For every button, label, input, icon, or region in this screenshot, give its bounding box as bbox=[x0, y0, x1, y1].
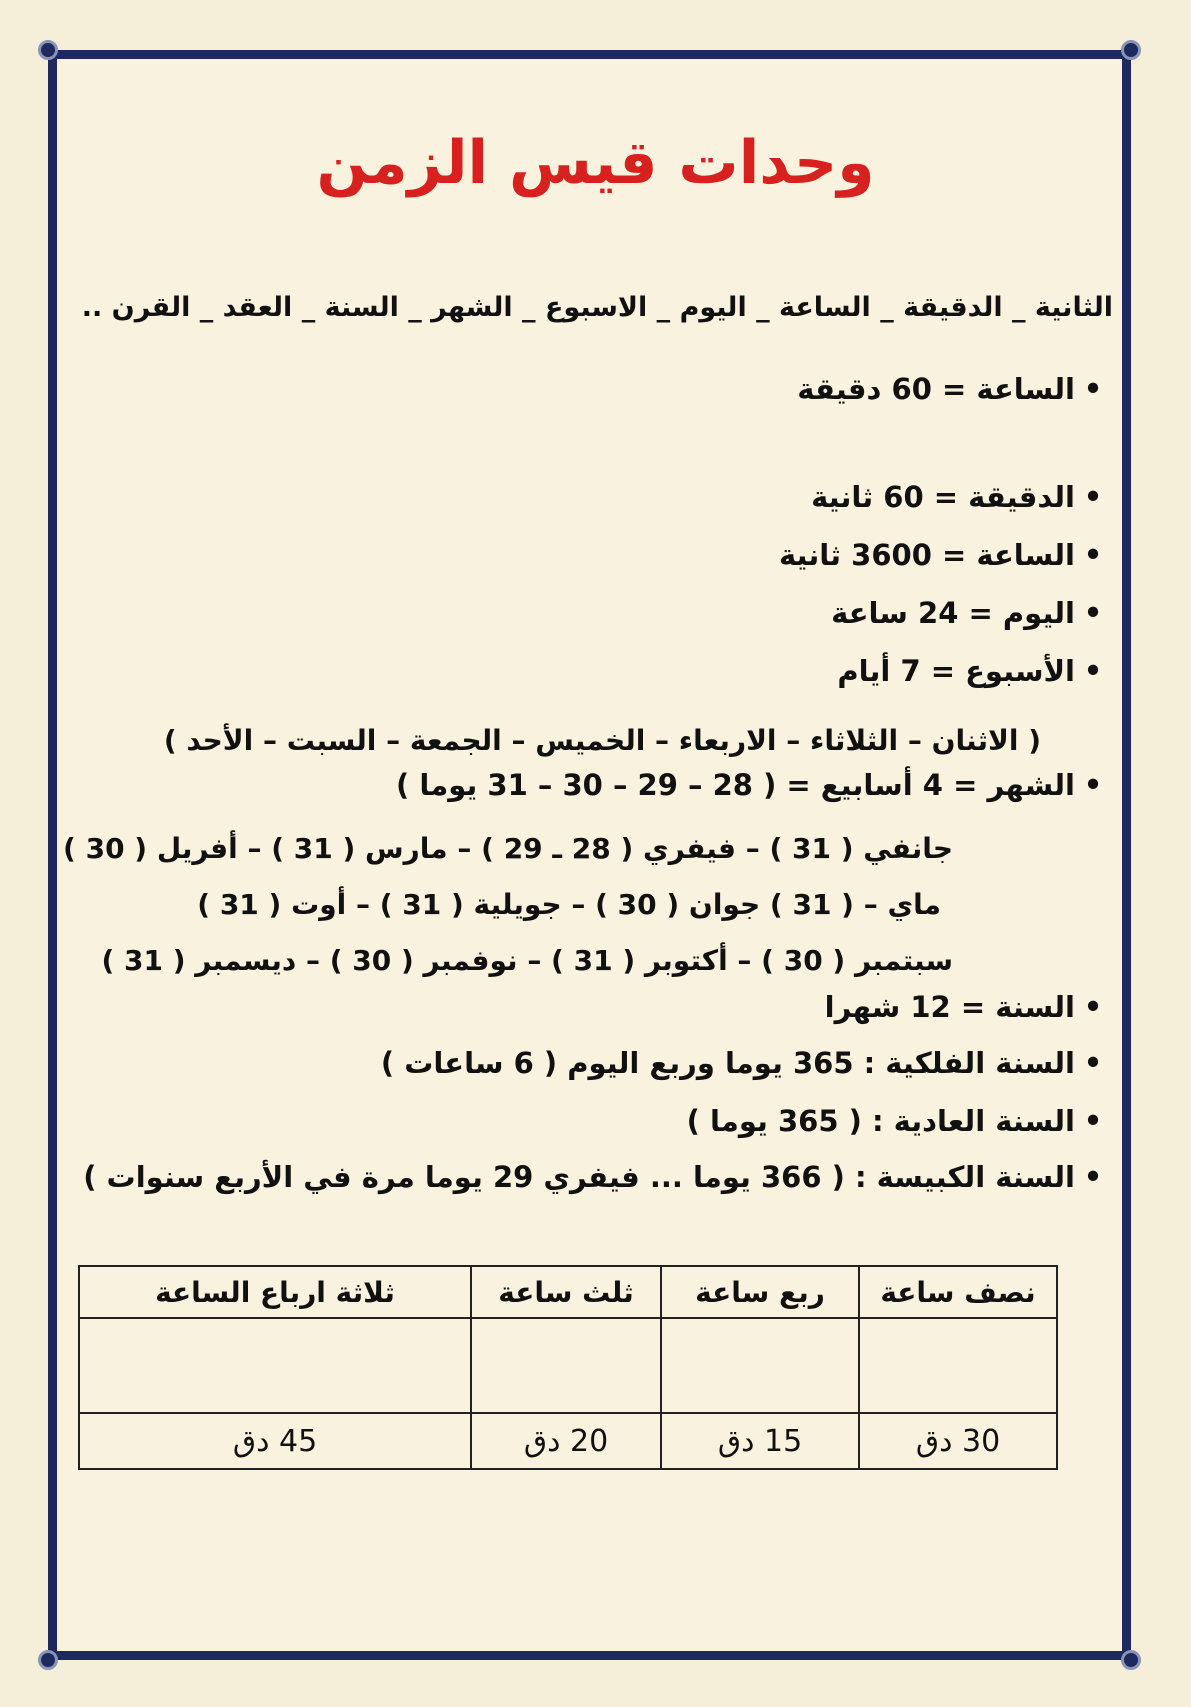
corner-ornament bbox=[1121, 1650, 1141, 1670]
weekdays-list: ( الاثنان – الثلاثاء – الاربعاء – الخميس – الجمعة – السبت – الأحد ) bbox=[163, 724, 1041, 757]
table-cell: 15 دق bbox=[661, 1413, 859, 1469]
months-line: جانفي ( 31 ) – فيفري ( 28 ـ 29 ) – مارس ( 31 ) – أفريل ( 30 ) bbox=[63, 832, 953, 865]
corner-ornament bbox=[38, 40, 58, 60]
bullet-icon: • bbox=[1083, 1104, 1103, 1138]
table-cell bbox=[859, 1318, 1057, 1413]
table-cell bbox=[471, 1318, 661, 1413]
conversion-table bbox=[78, 1265, 1058, 1470]
table-header: ثلث ساعة bbox=[471, 1266, 661, 1318]
bullet-icon: • bbox=[1083, 596, 1103, 630]
table-header: ربع ساعة bbox=[661, 1266, 859, 1318]
bullet-icon: • bbox=[1083, 768, 1103, 802]
table-header: ثلاثة ارباع الساعة bbox=[79, 1266, 471, 1318]
table-header: نصف ساعة bbox=[859, 1266, 1057, 1318]
bullet-icon: • bbox=[1083, 538, 1103, 572]
fact-item: •الساعة = 3600 ثانية bbox=[779, 538, 1111, 572]
months-line: سبتمبر ( 30 ) – أكتوبر ( 31 ) – نوفمبر ( 30 ) – ديسمبر ( 31 ) bbox=[101, 944, 953, 977]
time-units-list: الثانية _ الدقيقة _ الساعة _ اليوم _ الاسبوع _ الشهر _ السنة _ العقد _ القرن .. bbox=[81, 292, 1113, 323]
bullet-icon: • bbox=[1083, 990, 1103, 1024]
fact-item: •الدقيقة = 60 ثانية bbox=[811, 480, 1111, 514]
page-title: وحدات قيس الزمن bbox=[316, 128, 875, 198]
fact-item: •السنة الفلكية : 365 يوما وربع اليوم ( 6 ساعات ) bbox=[381, 1046, 1111, 1080]
bullet-icon: • bbox=[1083, 1160, 1103, 1194]
fact-item: •اليوم = 24 ساعة bbox=[831, 596, 1111, 630]
table-cell: 30 دق bbox=[859, 1413, 1057, 1469]
table-cell: 20 دق bbox=[471, 1413, 661, 1469]
bullet-icon: • bbox=[1083, 372, 1103, 406]
fact-item: •الأسبوع = 7 أيام bbox=[837, 654, 1111, 688]
months-line: ماي – ( 31 ) جوان ( 30 ) – جويلية ( 31 ) – أوت ( 31 ) bbox=[197, 888, 941, 921]
table-header-row bbox=[79, 1266, 1057, 1318]
bullet-icon: • bbox=[1083, 480, 1103, 514]
table-cell: 45 دق bbox=[79, 1413, 471, 1469]
table-row bbox=[79, 1318, 1057, 1413]
bullet-icon: • bbox=[1083, 1046, 1103, 1080]
corner-ornament bbox=[38, 1650, 58, 1670]
table-cell bbox=[79, 1318, 471, 1413]
fact-item: •السنة العادية : ( 365 يوما ) bbox=[687, 1104, 1111, 1138]
table-row bbox=[79, 1413, 1057, 1469]
fact-item: •الساعة = 60 دقيقة bbox=[797, 372, 1111, 406]
table-cell bbox=[661, 1318, 859, 1413]
fact-item: •السنة = 12 شهرا bbox=[825, 990, 1111, 1024]
fact-item: •الشهر = 4 أسابيع = ( 28 – 29 – 30 – 31 يوما ) bbox=[396, 768, 1111, 802]
fact-item: •السنة الكبيسة : ( 366 يوما ... فيفري 29 يوما مرة في الأربع سنوات ) bbox=[83, 1160, 1111, 1194]
corner-ornament bbox=[1121, 40, 1141, 60]
bullet-icon: • bbox=[1083, 654, 1103, 688]
